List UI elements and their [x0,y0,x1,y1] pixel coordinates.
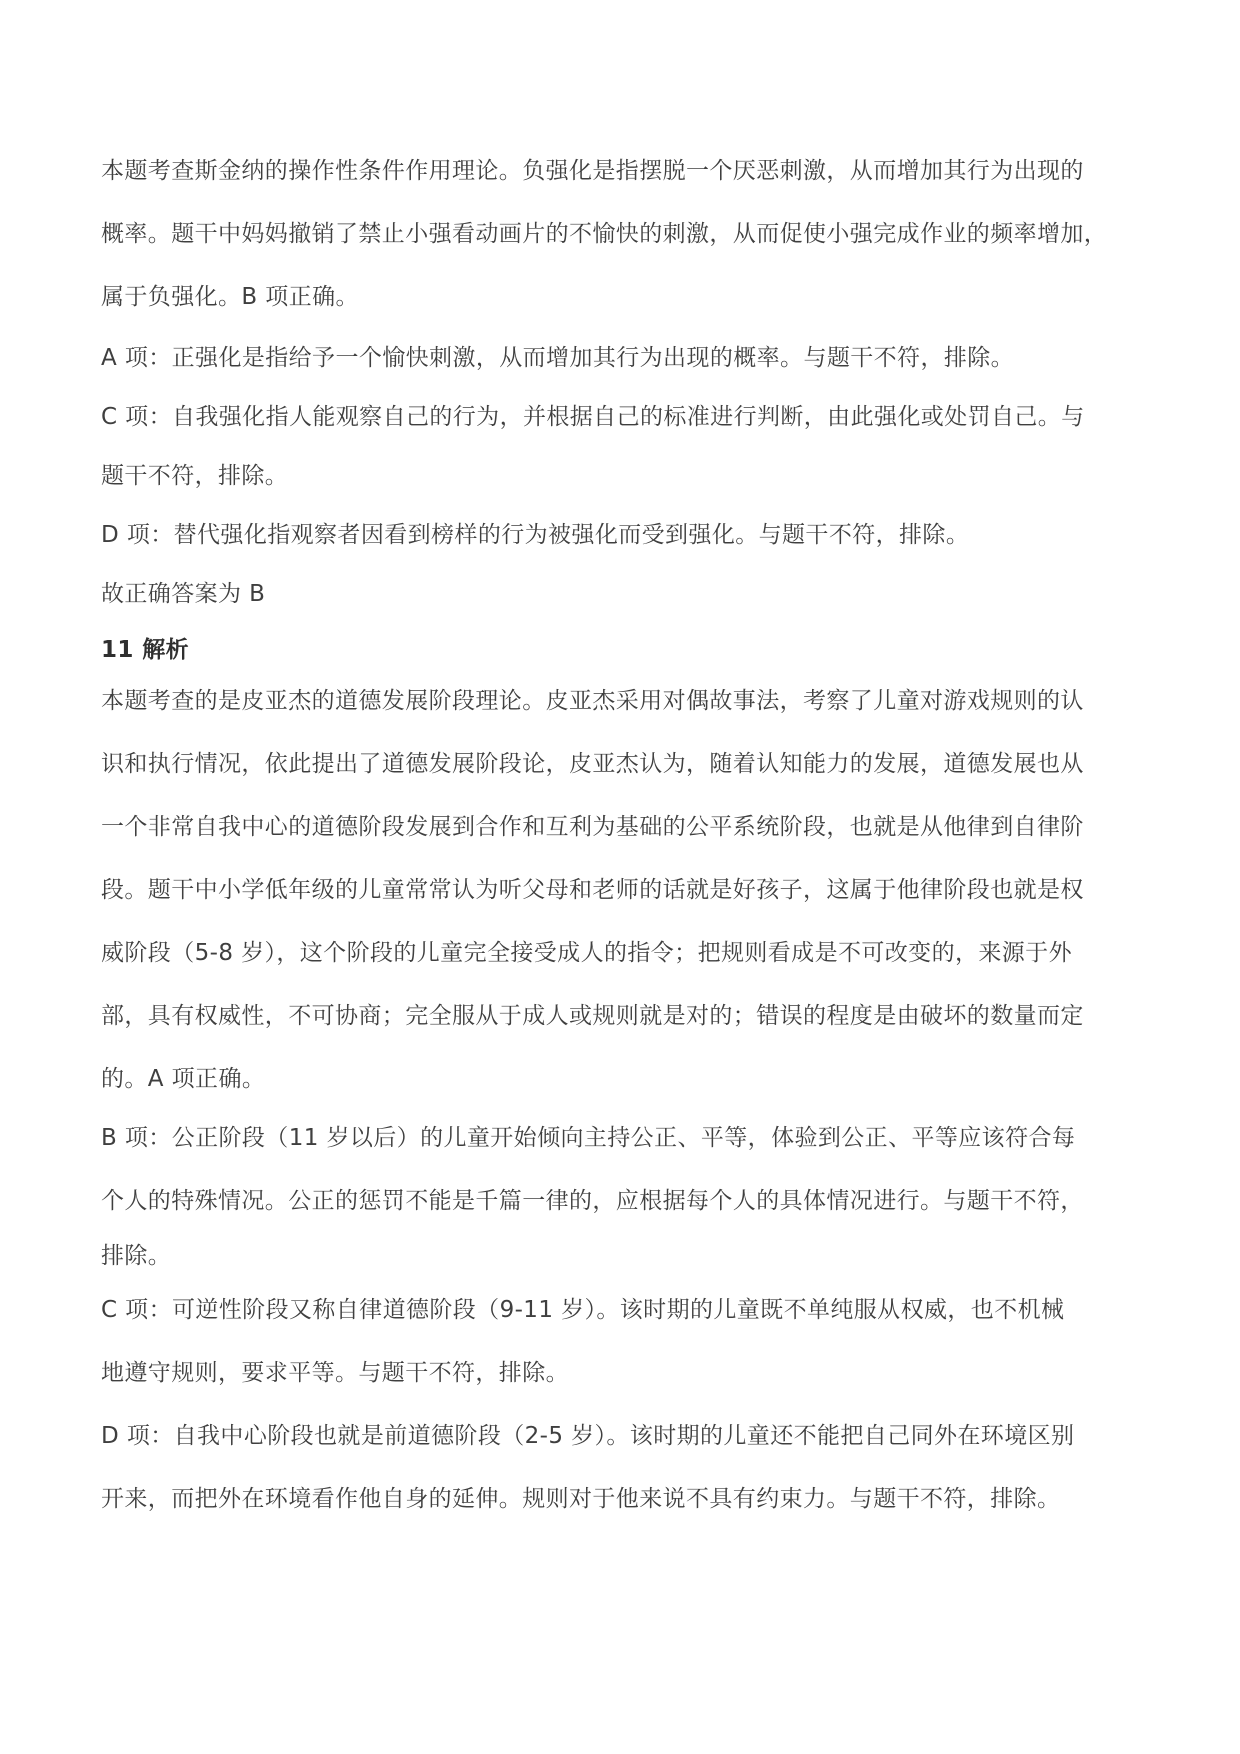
q10-analysis-paragraph [101,140,1161,329]
q11-option-b-line: 个人的特殊情况。公正的惩罚不能是千篇一律的，应根据每个人的具体情况进行。与题干不符， [101,1188,1084,1214]
q11-option-b-line: B 项：公正阶段（11 岁以后）的儿童开始倾向主持公正、平等，体验到公正、平等应该符合每 [101,1125,1076,1151]
q11-option-c [101,1279,1161,1405]
q10-option-a-line: A 项：正强化是指给予一个愉快刺激，从而增加其行为出现的概率。与题干不符，排除。 [101,345,1015,371]
q11-analysis-line: 部，具有权威性，不可协商；完全服从于成人或规则就是对的；错误的程度是由破坏的数量而定 [101,1003,1084,1029]
q10-analysis-line: 本题考查斯金纳的操作性条件作用理论。负强化是指摆脱一个厌恶刺激，从而增加其行为出现的 [101,158,1084,184]
answer-explanation-page [101,158,1161,1531]
q11-analysis-line: 的。A 项正确。 [101,1066,266,1092]
q11-analysis-line: 本题考查的是皮亚杰的道德发展阶段理论。皮亚杰采用对偶故事法，考察了儿童对游戏规则的认 [101,688,1084,714]
q11-analysis-line: 威阶段（5-8 岁），这个阶段的儿童完全接受成人的指令；把规则看成是不可改变的，来源于外 [101,940,1072,966]
q10-option-c [101,388,1161,506]
q11-analysis-line: 识和执行情况，依此提出了道德发展阶段论，皮亚杰认为，随着认知能力的发展，道德发展也从 [101,751,1084,777]
q10-conclusion [101,565,1161,624]
q10-option-a [101,329,1161,388]
q10-option-c-line: C 项：自我强化指人能观察自己的行为，并根据自己的标准进行判断，由此强化或处罚自己。与 [101,404,1085,430]
q11-analysis-line: 一个非常自我中心的道德阶段发展到合作和互利为基础的公平系统阶段，也就是从他律到自律阶 [101,814,1084,840]
q11-analysis-paragraph [101,670,1161,1111]
q11-analysis-line: 段。题干中小学低年级的儿童常常认为听父母和老师的话就是好孩子，这属于他律阶段也就是权 [101,877,1084,903]
q11-option-d-line: 开来，而把外在环境看作他自身的延伸。规则对于他来说不具有约束力。与题干不符，排除。 [101,1486,1061,1512]
q11-option-d [101,1405,1161,1531]
q10-analysis-line: 概率。题干中妈妈撤销了禁止小强看动画片的不愉快的刺激，从而促使小强完成作业的频率增加， [101,221,1108,247]
q11-heading: 11 解析 [101,637,190,663]
q10-analysis-line: 属于负强化。B 项正确。 [101,284,359,310]
q11-option-b-line: 排除。 [101,1243,172,1269]
q11-option-b [101,1107,1161,1279]
q10-option-c-line: 题干不符，排除。 [101,463,289,489]
q11-option-d-line: D 项：自我中心阶段也就是前道德阶段（2-5 岁）。该时期的儿童还不能把自己同外在环境区别 [101,1423,1075,1449]
q10-option-d-line: D 项：替代强化指观察者因看到榜样的行为被强化而受到强化。与题干不符，排除。 [101,522,970,548]
q10-conclusion-line: 故正确答案为 B [101,581,266,607]
q10-option-d [101,506,1161,565]
q11-option-c-line: 地遵守规则，要求平等。与题干不符，排除。 [101,1360,569,1386]
q11-option-c-line: C 项：可逆性阶段又称自律道德阶段（9-11 岁）。该时期的儿童既不单纯服从权威，也不机械 [101,1297,1065,1323]
